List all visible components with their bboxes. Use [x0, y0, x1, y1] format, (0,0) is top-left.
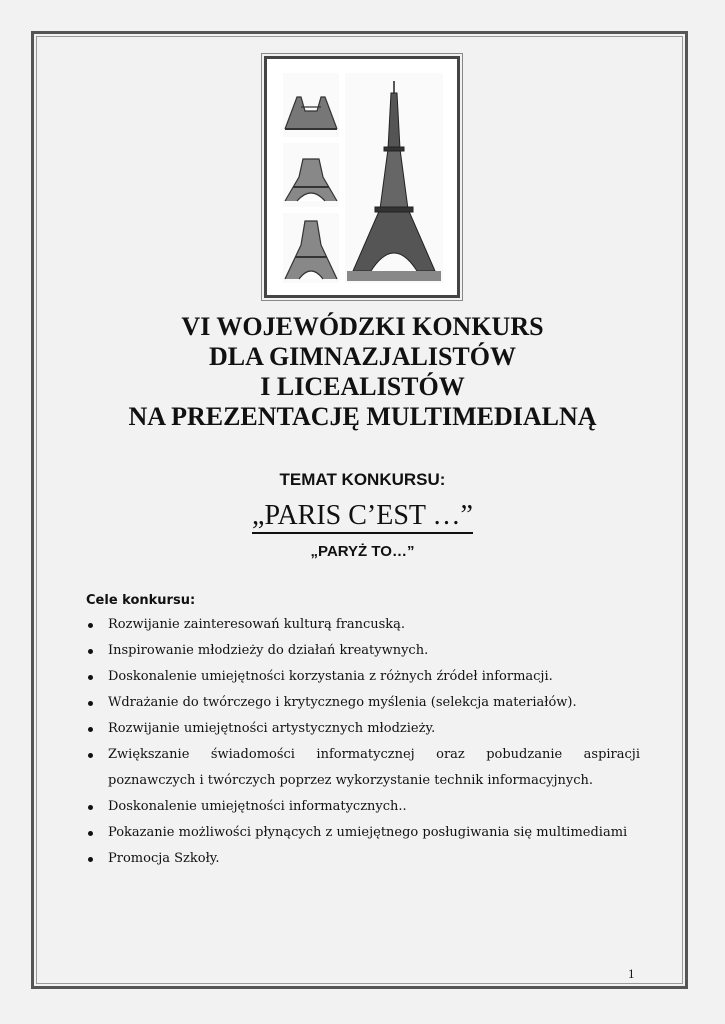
title-line: NA PREZENTACJĘ MULTIMEDIALNĄ: [128, 402, 597, 431]
eiffel-tower-illustration: [267, 59, 457, 295]
topic-title: [60, 500, 665, 532]
topic-label: TEMAT KONKURSU:: [279, 470, 446, 489]
construction-stage-2: [283, 143, 339, 207]
goal-item: Rozwijanie umiejętności artystycznych młodzieży.: [86, 716, 640, 742]
goal-item: Doskonalenie umiejętności informatycznych..: [86, 794, 640, 820]
goal-item: Inspirowanie młodzieży do działań kreatywnych.: [86, 638, 640, 664]
title-line: VI WOJEWÓDZKI KONKURS: [181, 312, 544, 341]
construction-stage-3: [283, 213, 339, 283]
contest-title: [60, 312, 665, 432]
goal-item: Pokazanie możliwości płynących z umiejętnego posługiwania się multimediami: [86, 820, 640, 846]
goal-item: Wdrażanie do twórczego i krytycznego myślenia (selekcja materiałów).: [86, 690, 640, 716]
topic-title-text: „PARIS C’EST …”: [252, 500, 473, 534]
goal-item: Doskonalenie umiejętności korzystania z różnych źródeł informacji.: [86, 664, 640, 690]
goals-list: [86, 612, 640, 872]
title-line: I LICEALISTÓW: [260, 372, 465, 401]
goal-item: Promocja Szkoły.: [86, 846, 640, 872]
goals-heading: Cele konkursu:: [86, 593, 196, 608]
page-number: 1: [628, 966, 635, 981]
eiffel-tower-complete: [345, 73, 443, 283]
topic-subtitle: „PARYŻ TO…”: [310, 543, 415, 560]
eiffel-tower-photo: [264, 56, 460, 298]
title-line: DLA GIMNAZJALISTÓW: [209, 342, 516, 371]
goal-item: Zwiększanie świadomości informatycznej oraz pobudzanie aspiracji poznawczych i twórczych poprzez wykorzystanie technik informacyjnych.: [86, 742, 640, 794]
construction-stage-1: [283, 73, 339, 137]
goal-item: Rozwijanie zainteresowań kulturą francuską.: [86, 612, 640, 638]
